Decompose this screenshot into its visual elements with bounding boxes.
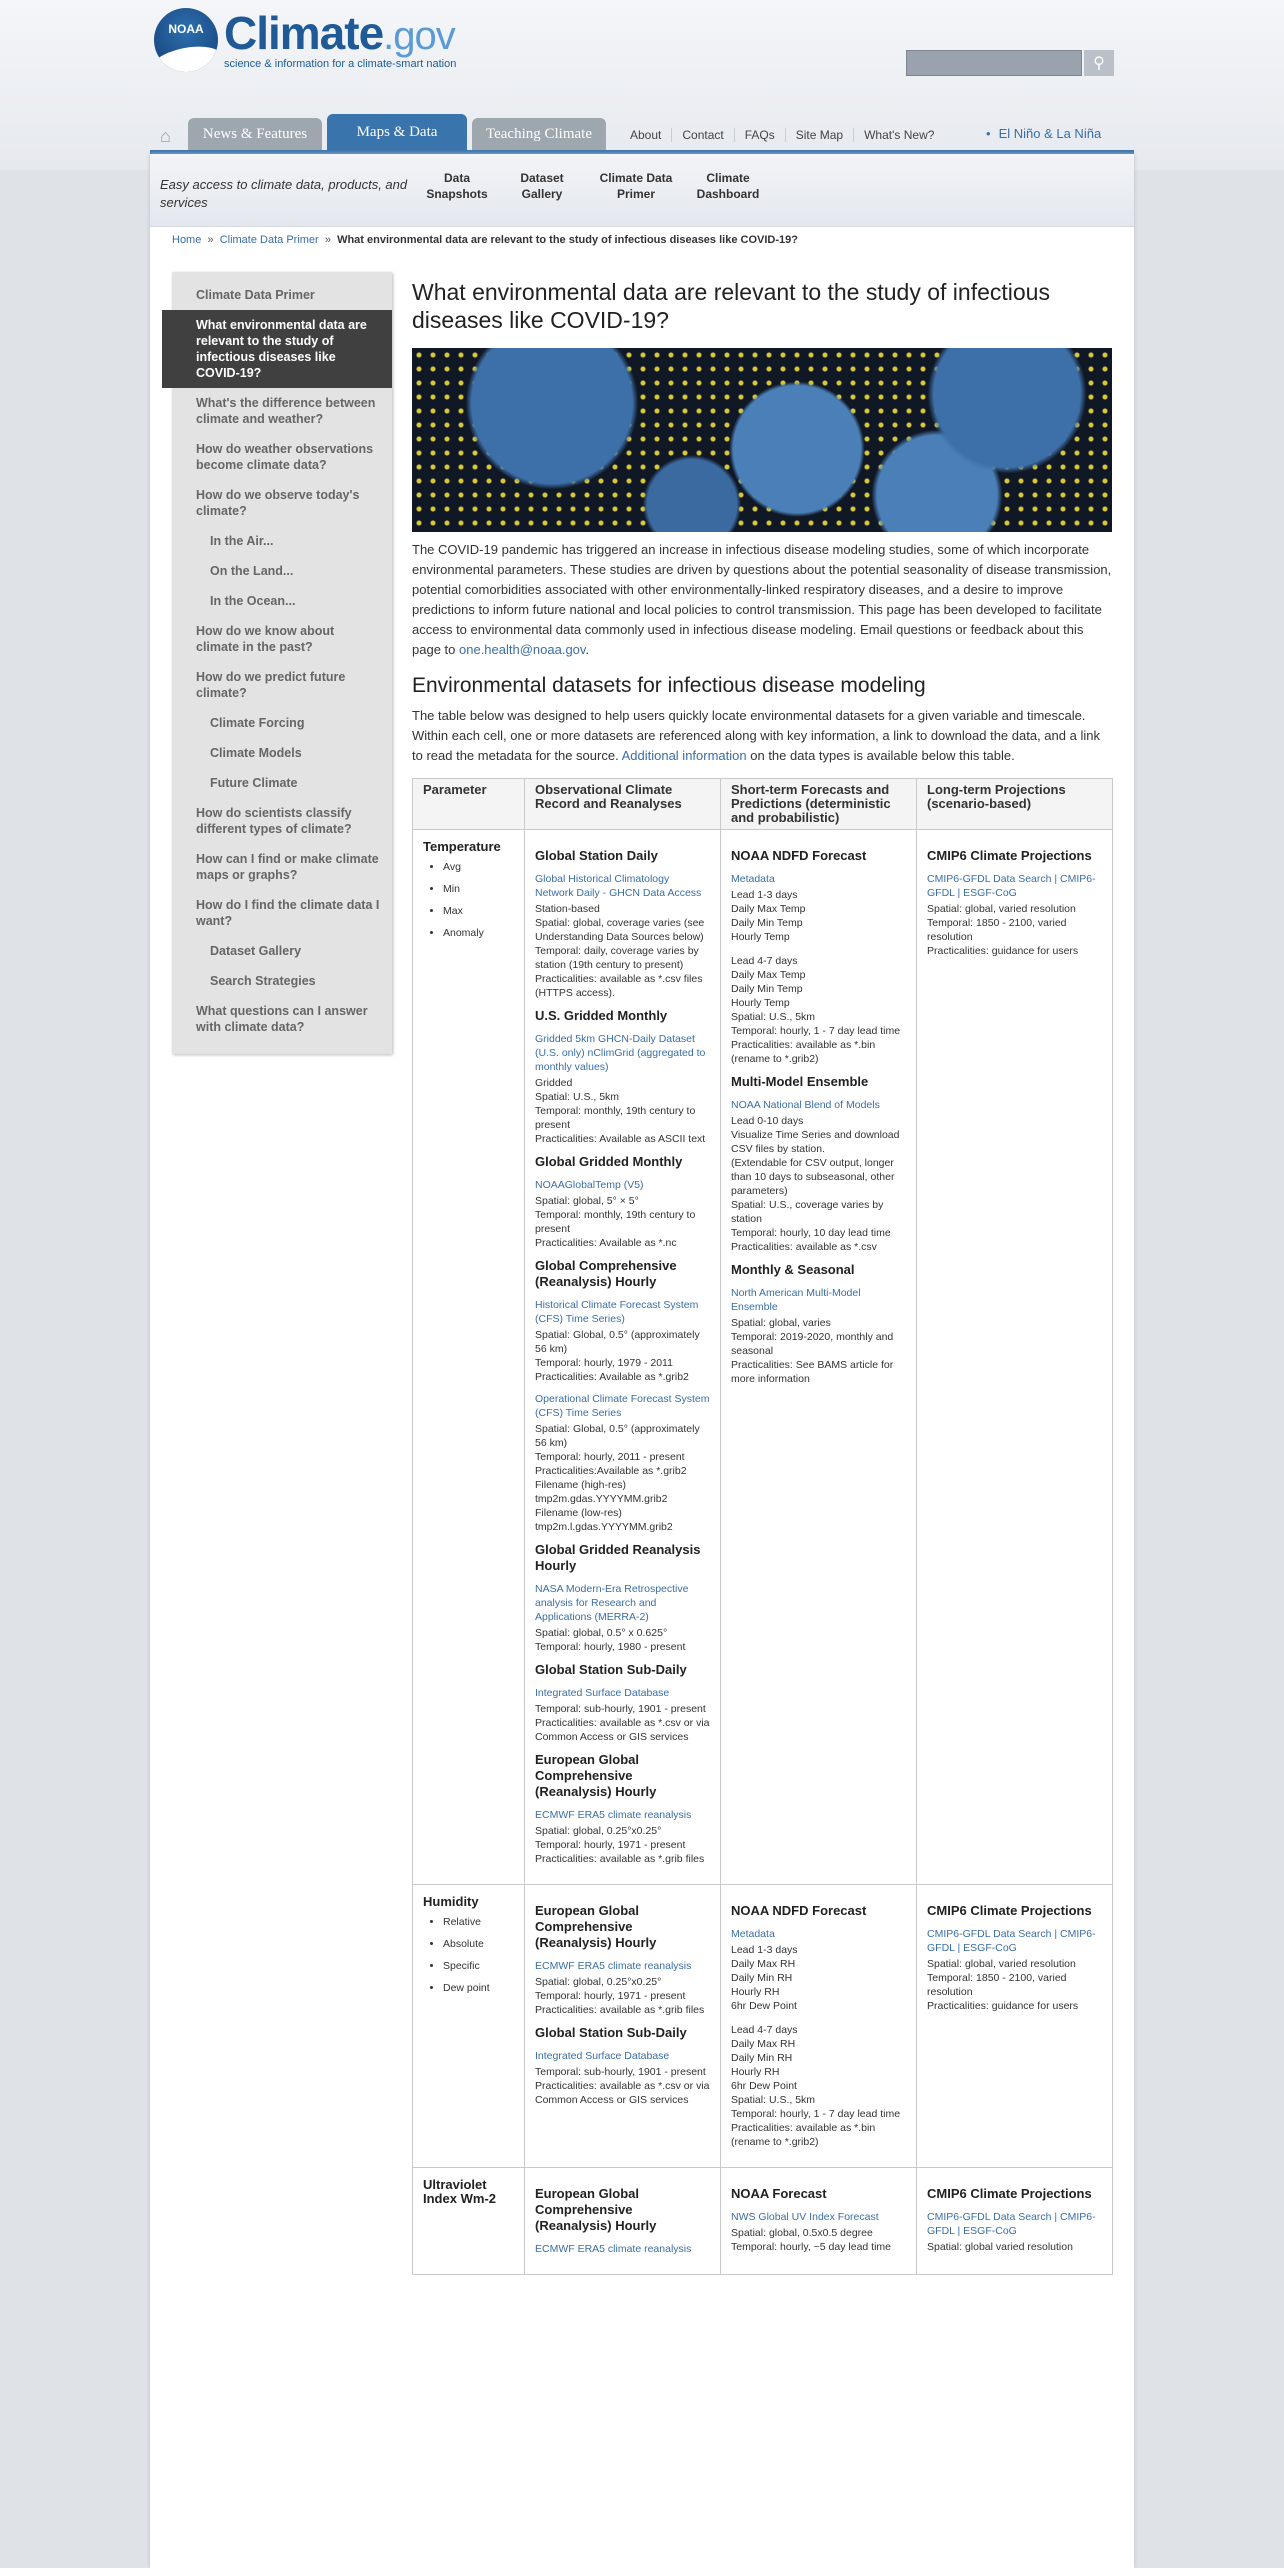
dataset-link[interactable]: ECMWF ERA5 climate reanalysis	[535, 1809, 692, 1821]
noaa-logo-icon: NOAA	[154, 8, 218, 72]
link-about[interactable]: About	[630, 128, 662, 142]
dataset-entry	[731, 1903, 906, 2149]
dataset-detail: Station-based	[535, 903, 600, 915]
email-link[interactable]: one.health@noaa.gov	[459, 642, 586, 657]
obs-cell	[525, 1885, 721, 2168]
obs-cell	[525, 2168, 721, 2275]
dataset-detail: Practicalities: available as *.bin (rename to *.grib2)	[731, 2122, 876, 2148]
dataset-link[interactable]: Global Historical Climatology Network Daily - GHCN Data Access	[535, 873, 702, 899]
dataset-entry	[535, 1392, 710, 1534]
dataset-entry	[535, 2025, 710, 2107]
dataset-detail: 6hr Dew Point	[731, 2080, 797, 2092]
long-cell	[917, 1885, 1113, 2168]
additional-info-link[interactable]: Additional information	[621, 748, 747, 763]
dataset-heading: CMIP6 Climate Projections	[927, 1903, 1092, 1918]
short-cell	[721, 1885, 917, 2168]
dataset-heading: NOAA NDFD Forecast	[731, 1903, 867, 1918]
dataset-detail: Lead 1-3 days	[731, 1944, 798, 1956]
sidebar-item[interactable]: Future Climate	[210, 776, 298, 790]
section-subnav	[150, 154, 1134, 227]
param-sub-item: • Specific	[443, 1959, 514, 1973]
dataset-heading: Multi-Model Ensemble	[731, 1074, 869, 1089]
dataset-heading: Global Gridded Monthly	[535, 1154, 683, 1169]
dataset-detail: Temporal: hourly, 1980 - present	[535, 1641, 686, 1653]
dataset-detail: Temporal: hourly, 1 - 7 day lead time	[731, 1025, 901, 1037]
dataset-detail: Spatial: global, 5° × 5°	[535, 1195, 639, 1207]
dataset-detail: Practicalities: Available as *.grib2	[535, 1371, 689, 1383]
param-name: Temperature	[423, 839, 501, 854]
dataset-detail: Temporal: hourly, 1971 - present	[535, 1839, 686, 1851]
dataset-detail: Temporal: hourly, 1 - 7 day lead time	[731, 2108, 901, 2120]
dataset-detail: Spatial: global, varied resolution	[927, 903, 1076, 915]
short-cell	[721, 830, 917, 1885]
dataset-detail: Daily Min Temp	[731, 917, 803, 929]
dataset-detail: Spatial: Global, 0.5° (approximately 56 km)	[535, 1329, 700, 1355]
content-panel	[150, 154, 1134, 2568]
search-icon: ⚲	[1093, 55, 1105, 72]
dataset-link[interactable]: Metadata	[731, 1928, 775, 1940]
param-sub-item: • Anomaly	[443, 926, 514, 940]
param-cell	[413, 830, 525, 1885]
dataset-link[interactable]: CMIP6-GFDL Data Search | CMIP6-GFDL | ESGF-CoG	[927, 2211, 1096, 2237]
utility-links	[620, 128, 944, 142]
dataset-detail: Lead 4-7 days	[731, 2024, 798, 2036]
dataset-detail: Daily Max RH	[731, 1958, 796, 1970]
dataset-detail: Temporal: 1850 - 2100, varied resolution	[927, 917, 1067, 943]
dataset-detail: Visualize Time Series and download CSV files by station.	[731, 1129, 900, 1155]
breadcrumb: Home » Climate Data Primer » What environmental data are relevant to the study of infectious diseases like COVID-19?	[172, 234, 798, 246]
dataset-detail: Temporal: monthly, 19th century to present	[535, 1209, 696, 1235]
dataset-link[interactable]: NWS Global UV Index Forecast	[731, 2211, 879, 2223]
dataset-detail: Hourly Temp	[731, 931, 790, 943]
dataset-link[interactable]: ECMWF ERA5 climate reanalysis	[535, 2243, 692, 2255]
dataset-detail: Daily Min RH	[731, 2052, 793, 2064]
dataset-detail: Spatial: global, coverage varies (see Understanding Data Sources below)	[535, 917, 705, 943]
section-lead: Easy access to climate data, products, and services	[160, 177, 408, 210]
brand-tagline: science & information for a climate-smart nation	[224, 57, 457, 70]
dataset-detail: Spatial: global, 0.25°x0.25°	[535, 1976, 662, 1988]
dataset-detail: Practicalities: guidance for users	[927, 2000, 1079, 2012]
dataset-detail: Practicalities: guidance for users	[927, 945, 1079, 957]
dataset-detail: Filename (low-res) tmp2m.l.gdas.YYYYMM.grib2	[535, 1507, 673, 1533]
dataset-heading: NOAA Forecast	[731, 2186, 827, 2201]
link-whats-new[interactable]: What's New?	[853, 128, 944, 142]
dataset-detail: Temporal: hourly, 10 day lead time	[731, 1227, 891, 1239]
sidebar-item[interactable]: What environmental data are relevant to the study of infectious diseases like COVID-19?	[162, 310, 392, 388]
site-search	[906, 50, 1114, 76]
dataset-heading: CMIP6 Climate Projections	[927, 2186, 1092, 2201]
dataset-detail: Practicalities: available as *.csv or via Common Access or GIS services	[535, 2080, 710, 2106]
site-logo[interactable]	[154, 8, 456, 72]
sidebar-item[interactable]: On the Land...	[210, 564, 294, 578]
home-icon[interactable]: ⌂	[160, 126, 171, 146]
dataset-detail: 6hr Dew Point	[731, 2000, 797, 2012]
dataset-link[interactable]: ECMWF ERA5 climate reanalysis	[535, 1960, 692, 1972]
param-sub-item: • Max	[443, 904, 514, 918]
dataset-detail: Daily Min Temp	[731, 983, 803, 995]
search-button[interactable]	[1084, 50, 1114, 76]
tab-news-features[interactable]: News & Features	[188, 118, 322, 150]
search-input[interactable]	[906, 50, 1082, 76]
dataset-detail: Practicalities: Available as *.nc	[535, 1237, 677, 1249]
sidebar-item[interactable]: What's the difference between climate and weather?	[196, 396, 376, 426]
dataset-detail: Hourly Temp	[731, 997, 790, 1009]
dataset-link[interactable]: Operational Climate Forecast System (CFS) Time Series	[535, 1393, 710, 1419]
dataset-detail: Temporal: 1850 - 2100, varied resolution	[927, 1972, 1067, 1998]
param-sub-item: • Absolute	[443, 1937, 514, 1951]
long-cell	[917, 2168, 1113, 2275]
dataset-heading: Global Station Sub-Daily	[535, 2025, 687, 2040]
dataset-detail: Practicalities: available as *.bin (rename to *.grib2)	[731, 1039, 876, 1065]
param-sub-item: • Dew point	[443, 1981, 514, 1995]
dataset-detail: Lead 0-10 days	[731, 1115, 804, 1127]
dataset-link[interactable]: Integrated Surface Database	[535, 2050, 670, 2062]
dataset-link[interactable]: Integrated Surface Database	[535, 1687, 670, 1699]
dataset-heading: European Global Comprehensive (Reanalysis) Hourly	[535, 2186, 657, 2233]
dataset-entry	[535, 848, 710, 1000]
dataset-detail	[731, 2013, 906, 2023]
dataset-heading: CMIP6 Climate Projections	[927, 848, 1092, 863]
dataset-heading: Global Station Daily	[535, 848, 658, 863]
dataset-detail: Spatial: U.S., coverage varies by station	[731, 1199, 884, 1225]
dataset-detail: (Extendable for CSV output, longer than 10 days to subseasonal, other parameters)	[731, 1157, 895, 1197]
intro-paragraph: The COVID-19 pandemic has triggered an increase in infectious disease modeling studies, some of which incorporate environmental parameters. These studies are driven by questions about the potential seasonality of disease transmission, potential comorbidities associated with other environmentally-linked respiratory diseases, and a desire to improve predictions to inform future national and local policies to control transmission. This page has been developed to facilitate access to environmental data commonly used in infectious disease modeling. Email questions or feedback about this page to one.health@noaa.gov.	[412, 542, 1112, 657]
dataset-heading: European Global Comprehensive (Reanalysis) Hourly	[535, 1752, 657, 1799]
dataset-detail: Spatial: global, 0.5° x 0.625°	[535, 1627, 668, 1639]
dataset-table	[412, 778, 1113, 2275]
table-row	[413, 2168, 1113, 2275]
table-header-row	[413, 779, 1113, 830]
sidebar-item[interactable]: What questions can I answer with climate data?	[196, 1004, 368, 1034]
dataset-heading: Global Comprehensive (Reanalysis) Hourly	[535, 1258, 677, 1289]
hero-image	[412, 348, 1112, 532]
dataset-detail: Practicalities: See BAMS article for more information	[731, 1359, 894, 1385]
table-row	[413, 830, 1113, 1885]
dataset-detail: Lead 4-7 days	[731, 955, 798, 967]
dataset-detail: Spatial: U.S., 5km	[731, 1011, 816, 1023]
dataset-link[interactable]: NASA Modern-Era Retrospective analysis for Research and Applications (MERRA-2)	[535, 1583, 689, 1623]
link-faqs[interactable]: FAQs	[734, 128, 785, 142]
dataset-detail: Hourly RH	[731, 1986, 780, 1998]
dataset-detail: Filename (high-res) tmp2m.gdas.YYYYMM.grib2	[535, 1479, 668, 1505]
breadcrumb-current: What environmental data are relevant to the study of infectious diseases like COVID-19?	[337, 234, 798, 246]
dataset-link[interactable]: NOAA National Blend of Models	[731, 1099, 880, 1111]
sidebar-item[interactable]: How do we know about climate in the past?	[196, 624, 335, 654]
dataset-detail: Spatial: global, 0.5x0.5 degree	[731, 2227, 873, 2239]
sidebar-item[interactable]: In the Air...	[210, 534, 274, 548]
param-sub-item: • Min	[443, 882, 514, 896]
sidebar-item[interactable]: Climate Data Primer	[196, 288, 315, 302]
dataset-detail: Daily Max RH	[731, 2038, 796, 2050]
dataset-link[interactable]: Gridded 5km GHCN-Daily Dataset (U.S. only) nClimGrid (aggregated to monthly values)	[535, 1033, 706, 1073]
col-header: Short-term Forecasts and Predictions (deterministic and probabilistic)	[721, 779, 917, 830]
dataset-detail: Practicalities: available as *.grib files	[535, 1853, 705, 1865]
dataset-entry	[535, 1903, 710, 2017]
sidebar-item[interactable]: Dataset Gallery	[210, 944, 302, 958]
page-title: What environmental data are relevant to the study of infectious diseases like COVID-19?	[412, 279, 1050, 333]
dataset-detail	[731, 944, 906, 954]
dataset-heading: Global Gridded Reanalysis Hourly	[535, 1542, 701, 1573]
subnav-climate-data-primer[interactable]: Climate Data Primer	[599, 171, 673, 201]
table-row	[413, 1885, 1113, 2168]
dataset-entry	[731, 1074, 906, 1254]
col-header: Parameter	[413, 779, 525, 830]
brand-name: Climate.gov	[224, 6, 455, 59]
subnav-data-snapshots[interactable]: Data Snapshots	[426, 171, 488, 201]
dataset-detail: Practicalities: Available as ASCII text	[535, 1133, 706, 1145]
dataset-detail: Daily Min RH	[731, 1972, 793, 1984]
param-cell	[413, 2168, 525, 2275]
breadcrumb-home[interactable]: Home	[172, 234, 202, 246]
col-header: Long-term Projections (scenario-based)	[917, 779, 1113, 830]
dataset-entry	[927, 2186, 1102, 2254]
param-sub-item: • Relative	[443, 1915, 514, 1929]
sidebar-item[interactable]: How do we observe today's climate?	[196, 488, 360, 518]
subnav-dataset-gallery[interactable]: Dataset Gallery	[520, 171, 564, 201]
dataset-detail: Hourly RH	[731, 2066, 780, 2078]
dataset-entry	[535, 2186, 710, 2256]
main-content	[412, 278, 1112, 2275]
param-sub-list	[423, 860, 514, 940]
long-cell	[917, 830, 1113, 1885]
param-name: Humidity	[423, 1894, 479, 1909]
dataset-link[interactable]: North American Multi-Model Ensemble	[731, 1287, 861, 1313]
dataset-entry	[535, 1542, 710, 1654]
param-sub-list	[423, 1915, 514, 1995]
dataset-detail: Practicalities:Available as *.grib2	[535, 1465, 687, 1477]
tab-teaching-climate[interactable]: Teaching Climate	[472, 118, 606, 150]
brand	[224, 6, 457, 70]
breadcrumb-parent[interactable]: Climate Data Primer	[219, 234, 319, 246]
dataset-entry	[535, 1752, 710, 1866]
sidebar-item[interactable]: How can I find or make climate maps or graphs?	[196, 852, 379, 882]
dataset-entry	[535, 1008, 710, 1146]
param-sub-item: • Avg	[443, 860, 514, 874]
sidebar-item[interactable]: How do weather observations become climate data?	[196, 442, 374, 472]
dataset-detail: Temporal: monthly, 19th century to present	[535, 1105, 696, 1131]
dataset-entry	[927, 1903, 1102, 2013]
short-cell	[721, 2168, 917, 2275]
sidebar-item[interactable]: Search Strategies	[210, 974, 316, 988]
dataset-detail: Spatial: Global, 0.5° (approximately 56 km)	[535, 1423, 700, 1449]
dataset-detail: Temporal: hourly, 2011 - present	[535, 1451, 685, 1463]
sidebar-item[interactable]: Climate Models	[210, 746, 302, 760]
dataset-detail: Practicalities: available as *.grib files	[535, 2004, 705, 2016]
sidebar-item[interactable]: Climate Forcing	[210, 716, 305, 730]
dataset-heading: Monthly & Seasonal	[731, 1262, 855, 1277]
sidebar-item[interactable]: In the Ocean...	[210, 594, 296, 608]
dataset-detail: Lead 1-3 days	[731, 889, 798, 901]
dataset-link[interactable]: Historical Climate Forecast System (CFS) Time Series)	[535, 1299, 699, 1325]
dataset-link[interactable]: CMIP6-GFDL Data Search | CMIP6-GFDL | ESGF-CoG	[927, 873, 1096, 899]
obs-cell	[525, 830, 721, 1885]
param-name: Ultraviolet Index Wm-2	[423, 2177, 496, 2206]
sidebar-item[interactable]: How do we predict future climate?	[196, 670, 346, 700]
dataset-entry	[535, 1258, 710, 1384]
dataset-detail: Spatial: U.S., 5km	[731, 2094, 816, 2106]
subnav-climate-dashboard[interactable]: Climate Dashboard	[696, 171, 760, 201]
dataset-link[interactable]: Metadata	[731, 873, 775, 885]
dataset-entry	[731, 1262, 906, 1386]
dataset-detail: Temporal: daily, coverage varies by station (19th century to present)	[535, 945, 699, 971]
param-cell	[413, 1885, 525, 2168]
main-nav	[150, 114, 1134, 154]
dataset-detail: Temporal: hourly, 1979 - 2011	[535, 1357, 673, 1369]
link-el-nino[interactable]: • El Niño & La Niña	[986, 126, 1101, 141]
dataset-heading: U.S. Gridded Monthly	[535, 1008, 668, 1023]
dataset-detail: Temporal: sub-hourly, 1901 - present	[535, 2066, 706, 2078]
dataset-heading: NOAA NDFD Forecast	[731, 848, 867, 863]
dataset-detail: Spatial: global, varies	[731, 1317, 831, 1329]
dataset-detail: Daily Max Temp	[731, 903, 806, 915]
dataset-detail: Spatial: U.S., 5km	[535, 1091, 620, 1103]
dataset-heading: Global Station Sub-Daily	[535, 1662, 687, 1677]
dataset-detail: Gridded	[535, 1077, 573, 1089]
dataset-link[interactable]: NOAAGlobalTemp (V5)	[535, 1179, 644, 1191]
dataset-link[interactable]: CMIP6-GFDL Data Search | CMIP6-GFDL | ESGF-CoG	[927, 1928, 1096, 1954]
dataset-entry	[731, 2186, 906, 2254]
table-intro: The table below was designed to help users quickly locate environmental datasets for a given variable and timescale. Within each cell, one or more datasets are referenced along with key information, a link to download the data, and a link to read the metadata for the source. Additional information on the data types is available below this table.	[412, 708, 1100, 763]
sidebar-item[interactable]: How do scientists classify different types of climate?	[196, 806, 352, 836]
sidebar-item[interactable]: How do I find the climate data I want?	[196, 898, 380, 928]
link-contact[interactable]: Contact	[671, 128, 733, 142]
dataset-entry	[535, 1662, 710, 1744]
dataset-detail: Temporal: hourly, ~5 day lead time	[731, 2241, 892, 2253]
dataset-entry	[927, 848, 1102, 958]
dataset-detail: Spatial: global, varied resolution	[927, 1958, 1076, 1970]
dataset-detail: Temporal: 2019-2020, monthly and seasonal	[731, 1331, 894, 1357]
dataset-heading: European Global Comprehensive (Reanalysis) Hourly	[535, 1903, 657, 1950]
dataset-entry	[535, 1154, 710, 1250]
dataset-detail: Spatial: global varied resolution	[927, 2241, 1073, 2253]
dataset-detail: Spatial: global, 0.25°x0.25°	[535, 1825, 662, 1837]
dataset-detail: Temporal: hourly, 1971 - present	[535, 1990, 686, 2002]
dataset-detail: Practicalities: available as *.csv files (HTTPS access).	[535, 973, 703, 999]
sidebar-nav	[172, 272, 392, 1054]
link-site-map[interactable]: Site Map	[785, 128, 853, 142]
dataset-detail: Temporal: sub-hourly, 1901 - present	[535, 1703, 706, 1715]
section-heading: Environmental datasets for infectious disease modeling	[412, 674, 926, 697]
dataset-detail: Practicalities: available as *.csv	[731, 1241, 877, 1253]
dataset-detail: Practicalities: available as *.csv or via Common Access or GIS services	[535, 1717, 710, 1743]
dataset-entry	[731, 848, 906, 1066]
col-header: Observational Climate Record and Reanalyses	[525, 779, 721, 830]
tab-maps-data[interactable]: Maps & Data	[327, 114, 467, 150]
dataset-detail: Daily Max Temp	[731, 969, 806, 981]
